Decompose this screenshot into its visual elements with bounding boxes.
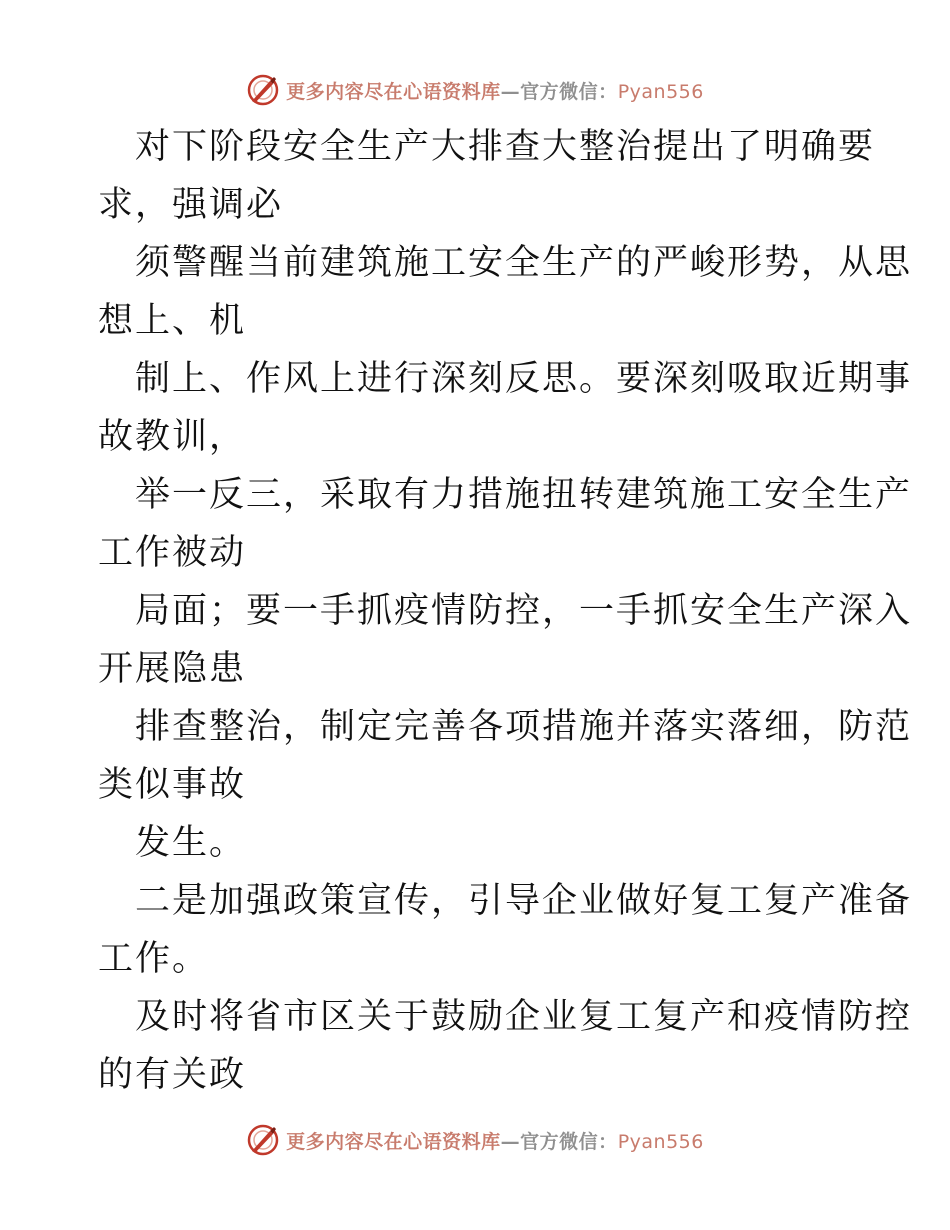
pen-logo-icon [246, 73, 280, 107]
text-line: 须警醒当前建筑施工安全生产的严峻形势，从思 [135, 243, 913, 283]
header-watermark [0, 70, 950, 110]
text-line: 发生。 [135, 823, 247, 863]
text-line: 的有关政 [98, 1055, 247, 1095]
text-line: 开展隐患 [98, 649, 247, 689]
watermark-text: 更多内容尽在心语资料库—官方微信：Pyan556 [286, 80, 704, 103]
watermark-text: 更多内容尽在心语资料库—官方微信：Pyan556 [286, 1130, 704, 1153]
text-line: 想上、机 [98, 301, 247, 341]
text-line: 及时将省市区关于鼓励企业复工复产和疫情防控 [135, 997, 913, 1037]
text-line: 排查整治，制定完善各项措施并落实落细，防范 [135, 707, 913, 747]
text-line: 工作被动 [98, 533, 247, 573]
text-line: 二是加强政策宣传，引导企业做好复工复产准备 [135, 881, 913, 921]
text-line: 工作。 [98, 939, 210, 979]
document-body [98, 118, 913, 1104]
footer-watermark [0, 1120, 950, 1160]
text-line: 局面；要一手抓疫情防控，一手抓安全生产深入 [135, 591, 913, 631]
text-line: 故教训， [98, 417, 247, 457]
text-line: 对下阶段安全生产大排查大整治提出了明确要 [135, 127, 876, 167]
text-line: 求，强调必 [98, 185, 284, 225]
text-line: 制上、作风上进行深刻反思。要深刻吸取近期事 [135, 359, 913, 399]
text-line: 类似事故 [98, 765, 247, 805]
text-line: 举一反三，采取有力措施扭转建筑施工安全生产 [135, 475, 913, 515]
pen-logo-icon [246, 1123, 280, 1157]
